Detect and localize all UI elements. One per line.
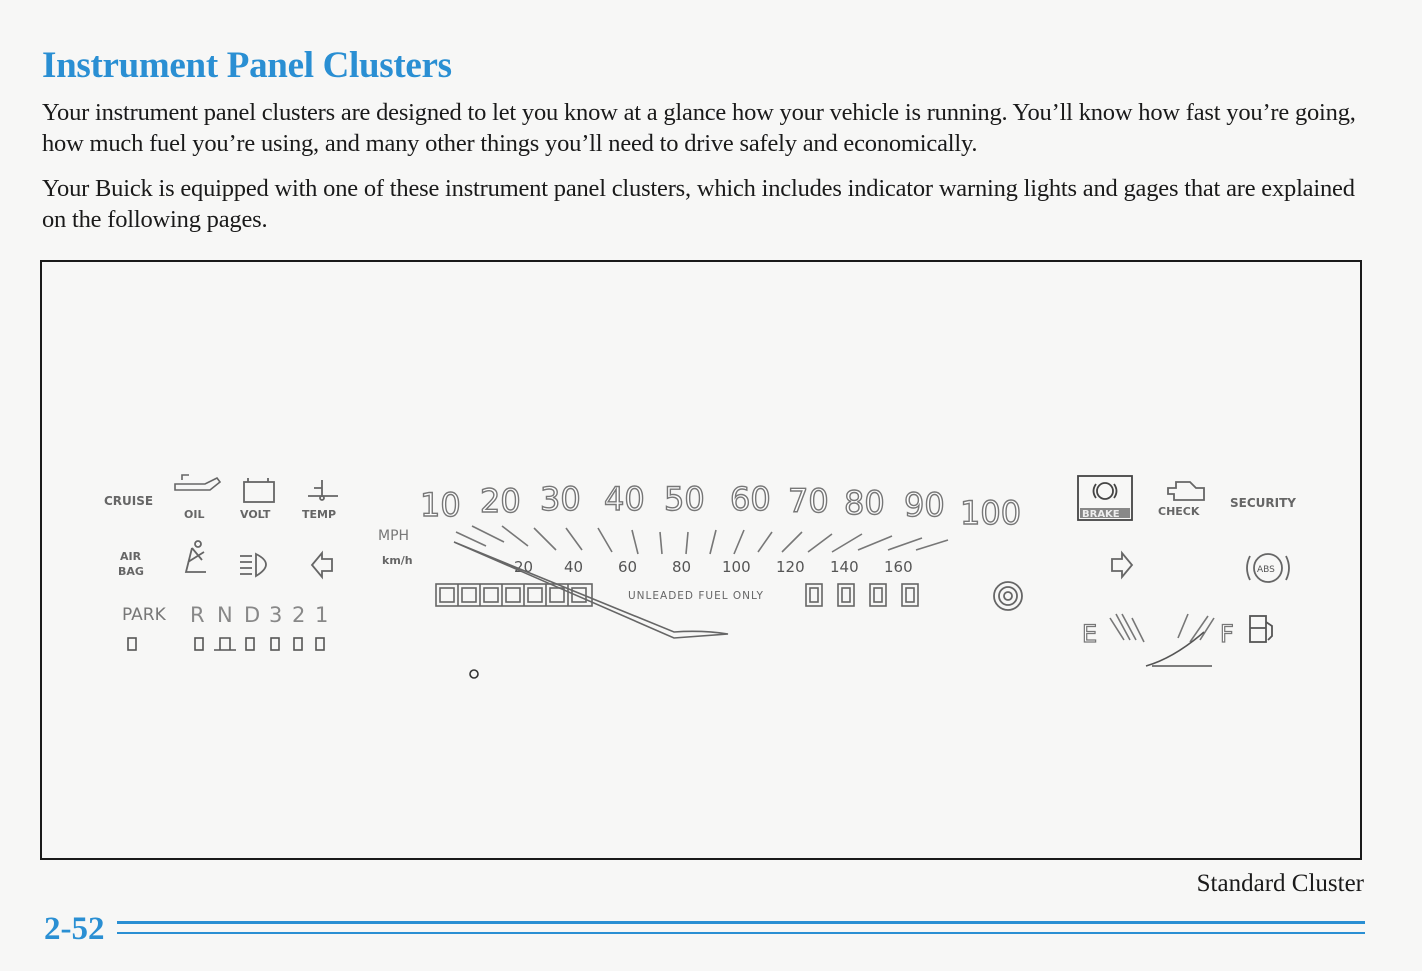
mph-tick-label: 90 [904,486,945,524]
intro-paragraph: Your instrument panel clusters are designed to let you know at a glance how your vehicle is running. You’ll know how fast you’re going, how much fuel you’re using, and many other things you’ll need to drive safely and economically. [42,99,1356,157]
gear-n: N [217,603,233,627]
speedometer-tick [566,528,582,550]
trip-reset-button-icon [994,582,1022,610]
speedometer-tick [502,526,528,546]
temp-label: TEMP [302,508,337,521]
mph-tick-label: 60 [730,480,771,518]
speedometer-tick [632,530,638,554]
speedometer-tick [758,532,772,552]
speedometer-tick [686,532,688,554]
cluster-figure [40,260,1362,860]
cluster-illustration [42,262,1360,858]
mph-scale [420,480,1021,532]
gear-selector-letters [190,603,328,627]
speedometer-tick [782,532,802,552]
page-number: 2-52 [44,911,105,947]
mph-tick-label: 100 [960,494,1022,532]
seatbelt-icon [186,541,206,572]
footer-rule-thin [117,932,1365,934]
battery-icon [244,478,274,502]
trip-odometer-display [806,584,918,606]
brake-label: BRAKE [1082,509,1120,520]
kmh-tick-label: 160 [884,558,913,576]
speedometer-tick [598,528,612,552]
mph-tick-label: 40 [604,480,645,518]
mph-tick-label: 20 [480,482,521,520]
mph-unit-label: MPH [378,528,410,544]
temperature-icon [308,480,338,500]
kmh-tick-label: 60 [618,558,638,576]
oil-pressure-icon [175,475,220,490]
mph-tick-label: 10 [420,486,461,524]
abs-label: ABS [1257,565,1275,575]
fuel-empty-label: E [1082,620,1098,648]
equipment-paragraph: Your Buick is equipped with one of these instrument panel clusters, which includes indicator warning lights and gages that are explained on the following pages. [42,175,1355,233]
headlamp-icon [240,554,266,576]
oil-label: OIL [184,508,205,521]
gear-2: 2 [292,603,306,627]
fuel-pump-icon [1250,616,1272,642]
gear-1: 1 [315,603,329,627]
speedometer-tick [534,528,556,550]
trip-reset-knob [470,670,478,678]
right-turn-arrow-icon [1112,553,1132,577]
kmh-tick-label: 100 [722,558,751,576]
mph-tick-label: 70 [788,482,829,520]
odometer-display [436,584,592,606]
mph-tick-label: 50 [664,480,705,518]
speedometer-tick [832,534,862,552]
kmh-tick-label: 20 [514,558,534,576]
kmh-tick-label: 140 [830,558,859,576]
kmh-tick-label: 40 [564,558,584,576]
speedometer-tick [808,534,832,552]
kmh-unit-label: km/h [382,554,413,567]
page-title: Instrument Panel Clusters [42,45,452,86]
footer-rule-thick [117,921,1365,924]
speedometer-tick [858,536,892,550]
kmh-tick-label: 80 [672,558,692,576]
left-turn-arrow-icon [312,553,332,577]
mph-tick-label: 30 [540,480,581,518]
speedometer-tick [888,538,922,550]
check-label: CHECK [1158,505,1200,518]
speedometer-tick [916,540,948,550]
speedometer-tick [660,532,662,554]
unleaded-fuel-note: UNLEADED FUEL ONLY [628,590,764,602]
kmh-scale [514,558,913,576]
cruise-label: CRUISE [104,494,154,508]
speedometer-tick [472,526,504,542]
mph-tick-label: 80 [844,484,885,522]
fuel-full-label: F [1220,620,1234,648]
security-label: SECURITY [1230,496,1296,510]
air-bag-label-bottom: BAG [118,565,144,578]
park-label: PARK [122,605,166,625]
check-engine-icon [1168,482,1204,500]
volt-label: VOLT [240,508,271,521]
gear-indicator-lamps [128,638,324,650]
speedometer-tick-marks [456,526,948,554]
fuel-gauge-ticks [1110,614,1214,642]
speedometer-tick [710,530,716,554]
air-bag-label-top: AIR [120,550,142,563]
kmh-tick-label: 120 [776,558,805,576]
gear-r: R [190,603,205,627]
gear-d: D [244,603,261,627]
figure-caption: Standard Cluster [1196,870,1364,897]
gear-3: 3 [269,603,283,627]
speedometer-tick [734,530,744,554]
